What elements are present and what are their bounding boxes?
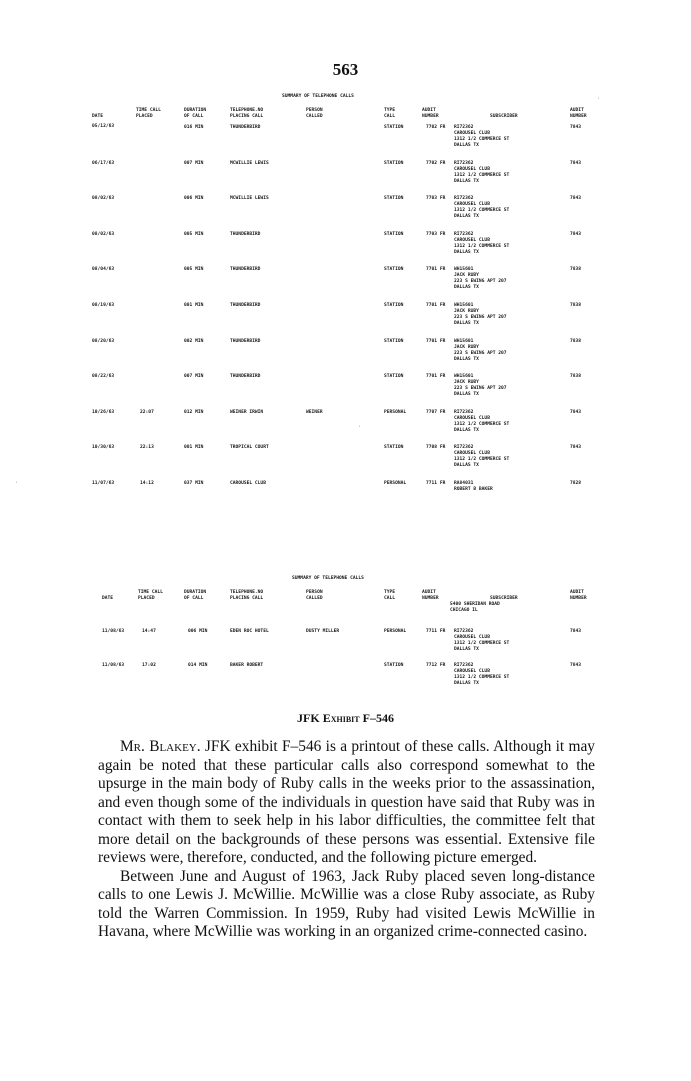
audit-number-2: 7843 (570, 663, 582, 668)
call-type: STATION (384, 338, 404, 344)
call-date: 08/02/63 (92, 231, 115, 237)
subscriber-line: CAROUSEL CLUB (454, 635, 490, 640)
audit-number-2: 7843 (570, 125, 582, 130)
subscriber-line: DALLAS TX (454, 143, 479, 148)
call-date: 05/12/63 (92, 124, 115, 129)
audit-number: 7703 FR (426, 196, 446, 202)
header-subscriber: SUBSCRIBER (490, 114, 518, 119)
call-duration: 005 MIN (184, 231, 204, 237)
audit-number: 7701 FR (426, 303, 446, 308)
call-time: 17:02 (142, 663, 156, 668)
subscriber-block (454, 663, 509, 687)
subscriber-line: CAROUSEL CLUB (454, 166, 490, 172)
subscriber-line: JACK RUBY (454, 309, 479, 314)
call-type: STATION (384, 196, 404, 202)
header-time-call-placed: TIME CALL PLACED (136, 108, 161, 119)
header-subscriber: SUBSCRIBER (490, 596, 518, 601)
body-text (98, 738, 595, 942)
subscriber-line: 1312 1/2 COMMERCE ST (454, 675, 510, 680)
call-type: STATION (384, 160, 404, 166)
subscriber-line: RI72362 (454, 231, 474, 237)
subscriber-line: CAROUSEL CLUB (454, 669, 490, 674)
telephone-calls-printout-2 (92, 576, 612, 696)
subscriber-line: 1312 1/2 COMMERCE ST (454, 137, 510, 142)
subscriber-line: DALLAS TX (454, 463, 479, 469)
subscriber-line: DALLAS TX (454, 681, 479, 686)
subscriber-block (454, 232, 509, 256)
subscriber-line: DALLAS TX (454, 178, 479, 184)
subscriber-line: 1312 1/2 COMMERCE ST (454, 243, 510, 249)
telephone-placing-call: CAROUSEL CLUB (230, 481, 266, 486)
subscriber-line: DALLAS TX (454, 356, 479, 362)
header-person-called: PERSON CALLED (306, 590, 323, 601)
subscriber-block (454, 374, 507, 398)
call-record-row (92, 266, 612, 302)
page-number: 563 (332, 60, 359, 79)
audit-number: 7708 FR (426, 445, 446, 451)
audit-number: 7712 FR (426, 663, 446, 668)
audit-number: 7702 FR (426, 160, 446, 166)
paragraph-1 (98, 738, 595, 868)
call-duration: 007 MIN (184, 374, 204, 380)
subscriber-line: 223 S EWING APT 207 (454, 386, 507, 392)
audit-number: 7711 FR (426, 481, 446, 486)
subscriber-block (454, 339, 507, 363)
telephone-placing-call: THUNDERBIRD (230, 338, 261, 344)
call-time: 22:13 (140, 445, 154, 451)
subscriber-line: WH15601 (454, 303, 474, 308)
header-audit-number: AUDIT NUMBER (422, 590, 439, 601)
speaker-name: Mr. Blakey. (120, 738, 201, 755)
subscriber-line: CAROUSEL CLUB (454, 131, 490, 136)
subscriber-block (454, 125, 509, 149)
subscriber-block (454, 267, 507, 291)
call-type: STATION (384, 303, 404, 308)
call-date: 11/08/63 (102, 629, 125, 634)
subscriber-line: WH15601 (454, 267, 474, 273)
header-telephone-no: TELEPHONE.NO PLACING CALL (230, 590, 264, 601)
audit-number-2: 7843 (570, 160, 582, 166)
telephone-placing-call: THUNDERBIRD (230, 303, 261, 308)
call-record-row (92, 195, 612, 231)
call-type: STATION (384, 125, 404, 130)
header-type-call: TYPE CALL (384, 590, 396, 601)
audit-number: 7701 FR (426, 374, 446, 380)
audit-number-2: 7843 (570, 445, 582, 451)
audit-number: 7701 FR (426, 338, 446, 344)
exhibit-caption-prefix: JFK (297, 711, 323, 725)
call-date: 10/26/63 (92, 409, 115, 415)
call-date: 11/08/63 (102, 663, 125, 668)
subscriber-line: 1312 1/2 COMMERCE ST (454, 421, 510, 427)
call-duration: 001 MIN (184, 445, 204, 451)
subscriber-line: RI72362 (454, 125, 474, 130)
telephone-placing-call: MCWILLIE LEWIS (230, 196, 269, 202)
subscriber-line: 223 S EWING APT 207 (454, 315, 507, 320)
telephone-placing-call: EDEN ROC HOTEL (230, 629, 269, 634)
call-date: 08/04/63 (92, 267, 115, 273)
audit-number-2: 7843 (570, 196, 582, 202)
call-type: STATION (384, 374, 404, 380)
call-record-row (92, 444, 612, 480)
subscriber-line: ROBERT B BAKER (454, 487, 493, 492)
call-duration: 002 MIN (184, 338, 204, 344)
subscriber-block (454, 629, 509, 653)
audit-number-2: 7843 (570, 409, 582, 415)
scan-artifact: · (597, 96, 601, 102)
header-telephone-no: TELEPHONE.NO PLACING CALL (230, 108, 264, 119)
audit-number-2: 7843 (570, 629, 582, 634)
call-record-row (92, 373, 612, 409)
call-record-row (92, 160, 612, 196)
subscriber-block (454, 445, 509, 469)
subscriber-block (454, 303, 507, 327)
subscriber-line: 223 S EWING APT 207 (454, 279, 507, 285)
call-type: STATION (384, 445, 404, 451)
subscriber-block (454, 481, 493, 493)
telephone-placing-call: THUNDERBIRD (230, 231, 261, 237)
call-duration: 005 MIN (184, 267, 204, 273)
call-time: 14:12 (140, 481, 154, 486)
subscriber-line: WH15601 (454, 338, 474, 344)
subscriber-line: DALLAS TX (454, 214, 479, 220)
call-type: PERSONAL (384, 629, 407, 634)
telephone-placing-call: WEINER IRWIN (230, 409, 264, 415)
call-record-row (92, 662, 612, 698)
subscriber-line: RI72362 (454, 629, 474, 634)
call-duration: 007 MIN (184, 160, 204, 166)
call-date: 08/20/63 (92, 338, 115, 344)
header-duration: DURATION OF CALL (184, 590, 207, 601)
call-record-row (92, 409, 612, 445)
header-type-call: TYPE CALL (384, 108, 396, 119)
call-record-row (92, 124, 612, 160)
header-audit-number-2: AUDIT NUMBER (570, 108, 587, 119)
subscriber-line: 1312 1/2 COMMERCE ST (454, 457, 510, 463)
telephone-calls-printout-1 (92, 94, 612, 514)
audit-number-2: 7838 (570, 267, 582, 273)
subscriber-line: DALLAS TX (454, 392, 479, 398)
header-date: DATE (102, 596, 114, 601)
subscriber-line: JACK RUBY (454, 344, 479, 350)
telephone-placing-call: THUNDERBIRD (230, 267, 261, 273)
call-time: 14:47 (142, 629, 156, 634)
call-record-row (92, 231, 612, 267)
subscriber-line: CAROUSEL CLUB (454, 237, 490, 243)
audit-number: 7703 FR (426, 231, 446, 237)
telephone-placing-call: BAKER ROBERT (230, 663, 264, 668)
call-date: 10/30/63 (92, 445, 115, 451)
subscriber-block (454, 410, 509, 434)
scan-artifact: · (358, 424, 362, 430)
audit-number-2: 7838 (570, 303, 582, 308)
call-duration: 016 MIN (184, 125, 204, 130)
paragraph-1-text: JFK exhibit F–546 is a printout of these calls. Although it may again be noted that these particular calls also correspond somewhat to the upsurge in the main body of Ruby calls in the weeks prior to the assassination, and even though some of the individuals in question have said that Ruby was in contact with them to seek help in his labor difficulties, the committee felt that more detail on the backgrounds of these persons was essential. Extensive file reviews were, therefore, conducted, and the following picture emerged. (98, 738, 595, 866)
subscriber-line: DALLAS TX (454, 285, 479, 291)
subscriber-line: 1312 1/2 COMMERCE ST (454, 641, 510, 646)
call-duration: 014 MIN (188, 663, 208, 668)
call-date: 08/02/63 (92, 196, 115, 202)
exhibit-caption-suffix: F–546 (359, 711, 394, 725)
call-date: 11/07/63 (92, 481, 115, 486)
exhibit-caption-word: Exhibit (322, 711, 360, 725)
subscriber-line: JACK RUBY (454, 273, 479, 279)
subscriber-line: 1312 1/2 COMMERCE ST (454, 172, 510, 178)
header-time-call-placed: TIME CALL PLACED (138, 590, 163, 601)
subscriber-line: RA84031 (454, 481, 474, 486)
call-type: STATION (384, 663, 404, 668)
subscriber-line: RI72362 (454, 409, 474, 415)
subscriber-block (454, 196, 509, 220)
call-record-row (92, 338, 612, 374)
subscriber-line: JACK RUBY (454, 380, 479, 386)
call-record-row (92, 480, 612, 516)
call-date: 08/22/63 (92, 374, 115, 380)
subscriber-line: 223 S EWING APT 207 (454, 350, 507, 356)
subscriber-line: 1312 1/2 COMMERCE ST (454, 208, 510, 214)
telephone-placing-call: MCWILLIE LEWIS (230, 160, 269, 166)
call-date: 08/19/63 (92, 303, 115, 308)
call-duration: 006 MIN (188, 629, 208, 634)
telephone-placing-call: THUNDERBIRD (230, 374, 261, 380)
subscriber-line: RI72362 (454, 160, 474, 166)
audit-number-2: 7828 (570, 481, 582, 486)
call-time: 22:07 (140, 409, 154, 415)
call-type: STATION (384, 267, 404, 273)
subscriber-line: DALLAS TX (454, 249, 479, 255)
call-type: PERSONAL (384, 481, 407, 486)
call-duration: 012 MIN (184, 409, 204, 415)
subscriber-block (454, 161, 509, 185)
audit-number: 7707 FR (426, 409, 446, 415)
call-record-row (92, 628, 612, 664)
telephone-placing-call: THUNDERBIRD (230, 125, 261, 130)
subscriber-line: DALLAS TX (454, 647, 479, 652)
audit-number-2: 7838 (570, 374, 582, 380)
subscriber-line: RI72362 (454, 196, 474, 202)
header-extra-line: CHICAGO IL (450, 608, 478, 613)
subscriber-line: CAROUSEL CLUB (454, 415, 490, 421)
subscriber-line: CAROUSEL CLUB (454, 451, 490, 457)
call-type: PERSONAL (384, 409, 407, 415)
telephone-placing-call: TROPICAL COURT (230, 445, 269, 451)
header-audit-number: AUDIT NUMBER (422, 108, 439, 119)
printout-title: SUMMARY OF TELEPHONE CALLS (282, 94, 354, 99)
subscriber-line: CAROUSEL CLUB (454, 202, 490, 208)
header-extra-line: 5400 SHERIDAN ROAD (450, 602, 500, 607)
scan-artifact: · (15, 480, 19, 486)
audit-number-2: 7843 (570, 231, 582, 237)
header-audit-number-2: AUDIT NUMBER (570, 590, 587, 601)
exhibit-caption (0, 711, 691, 726)
audit-number-2: 7838 (570, 338, 582, 344)
printout-title: SUMMARY OF TELEPHONE CALLS (292, 576, 364, 581)
header-person-called: PERSON CALLED (306, 108, 323, 119)
person-called: WEINER (306, 409, 323, 415)
call-record-row (92, 302, 612, 338)
subscriber-line: WH15601 (454, 374, 474, 380)
subscriber-line: RI72362 (454, 445, 474, 451)
subscriber-line: RI72362 (454, 663, 474, 668)
audit-number: 7702 FR (426, 125, 446, 130)
call-duration: 006 MIN (184, 196, 204, 202)
call-date: 06/17/63 (92, 160, 115, 166)
header-duration: DURATION OF CALL (184, 108, 207, 119)
call-duration: 037 MIN (184, 481, 204, 486)
audit-number: 7711 FR (426, 629, 446, 634)
paragraph-2: Between June and August of 1963, Jack Ruby placed seven long-distance calls to one Lewis J. McWillie. McWillie was a close Ruby associate, as Ruby told the Warren Commission. In 1959, Ruby had visited Lewis McWillie in Havana, where McWillie was working in an organized crime-connected casino. (98, 867, 595, 940)
subscriber-line: DALLAS TX (454, 321, 479, 326)
call-type: STATION (384, 231, 404, 237)
header-date: DATE (92, 114, 104, 119)
subscriber-line: DALLAS TX (454, 427, 479, 433)
call-duration: 001 MIN (184, 303, 204, 308)
person-called: DUSTY MILLER (306, 629, 340, 634)
audit-number: 7701 FR (426, 267, 446, 273)
